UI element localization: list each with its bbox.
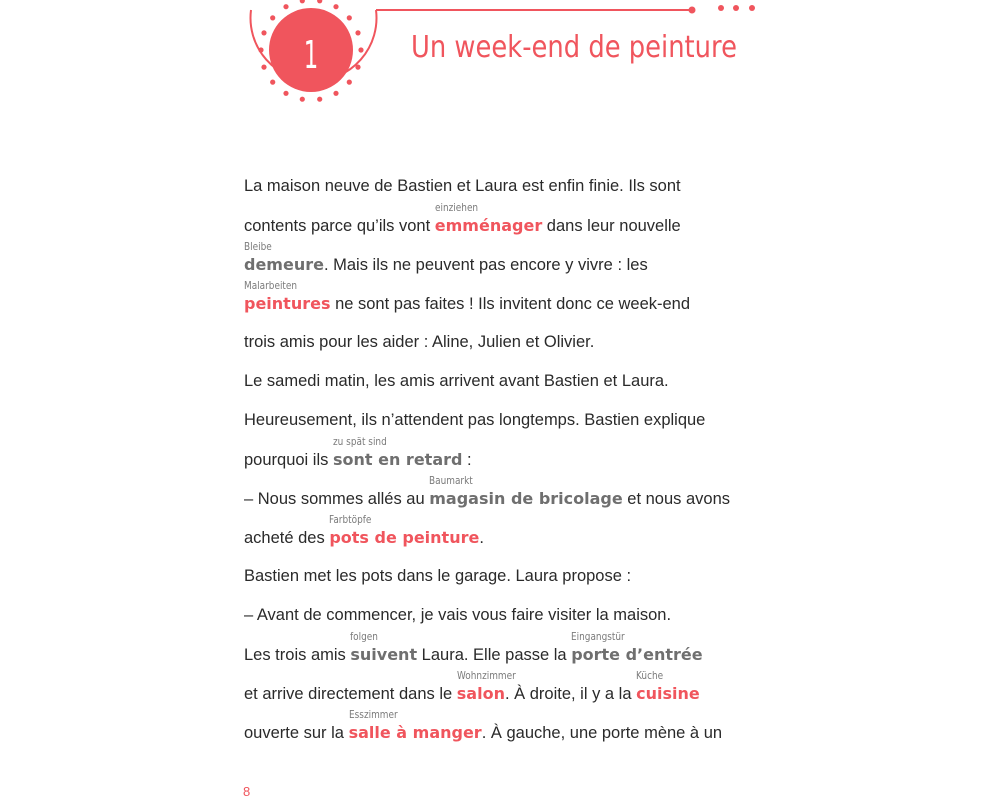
text-line (244, 411, 705, 430)
badge-dot (358, 47, 363, 52)
badge-dot (333, 91, 338, 96)
chapter-badge (0, 0, 1000, 130)
vocab-word (429, 475, 623, 508)
vocab-gloss: folgen (350, 631, 379, 643)
badge-dot (258, 47, 263, 52)
vocab-word (348, 709, 482, 742)
vocab-word (571, 631, 703, 664)
text-line (244, 670, 700, 704)
badge-dot (283, 4, 288, 9)
vocab-word (636, 670, 700, 703)
vocab-word-text: suivent (350, 645, 418, 664)
vocab-word (244, 280, 331, 313)
vocab-word-text: salon (456, 684, 505, 703)
text-line (244, 606, 671, 625)
header-rule-dot (689, 7, 696, 14)
vocab-gloss: Esszimmer (348, 709, 398, 721)
vocab-word (434, 202, 543, 235)
chapter-title: Un week-end de peinture (411, 30, 737, 65)
vocab-word (244, 241, 324, 274)
text-segment: acheté des (244, 529, 330, 547)
text-segment: pourquoi ils (244, 451, 333, 469)
vocab-word-text: peintures (244, 294, 331, 313)
badge-dot (270, 80, 275, 85)
vocab-gloss: zu spät sind (332, 436, 387, 448)
badge-dot (347, 15, 352, 20)
badge-dot (261, 30, 266, 35)
badge-dot (347, 80, 352, 85)
vocab-gloss: einziehen (434, 202, 478, 214)
badge-dot (270, 15, 275, 20)
vocab-word (456, 670, 516, 703)
badge-dot (283, 91, 288, 96)
badge-dot (300, 0, 305, 3)
vocab-word-text: salle à manger (348, 723, 482, 742)
text-line (244, 372, 669, 391)
text-line (244, 514, 484, 548)
text-segment: contents parce qu’ils vont (244, 217, 435, 235)
page-number: 8 (243, 784, 251, 799)
vocab-word-text: demeure (244, 255, 324, 274)
vocab-word (332, 436, 463, 469)
text-segment: : (462, 451, 472, 469)
vocab-gloss: Wohnzimmer (456, 670, 516, 682)
text-segment: – Avant de commencer, je vais vous faire visiter la maison. (244, 606, 672, 624)
text-segment: Le samedi matin, les amis arrivent avant Bastien et Laura. (244, 372, 669, 390)
text-segment: ne sont pas faites ! Ils invitent donc ce week-end (330, 295, 691, 313)
vocab-gloss: Baumarkt (429, 475, 474, 487)
chapter-number: 1 (303, 33, 319, 77)
badge-dot (261, 65, 266, 70)
text-segment: Heureusement, ils n’attendent pas longtemps. Bastien explique (244, 411, 706, 429)
header-rule-dot (733, 5, 739, 11)
vocab-word-text: porte d’entrée (571, 645, 703, 664)
badge-dot (355, 30, 360, 35)
text-line (244, 280, 691, 314)
text-line (244, 202, 681, 236)
text-line (244, 709, 723, 743)
vocab-gloss: Farbtöpfe (329, 514, 372, 526)
text-line (244, 241, 648, 275)
text-segment: Bastien met les pots dans le garage. Laura propose : (244, 567, 632, 585)
header-rule-dot (718, 5, 724, 11)
text-segment: . À gauche, une porte mène à un (481, 724, 723, 742)
text-line (244, 567, 631, 586)
text-segment: . (479, 529, 484, 547)
text-segment: et nous avons (622, 490, 731, 508)
vocab-word-text: sont en retard (332, 450, 463, 469)
vocab-word-text: magasin de bricolage (429, 489, 623, 508)
text-line (244, 631, 703, 665)
text-segment: Les trois amis (244, 646, 351, 664)
text-line (244, 475, 731, 509)
text-segment: – Nous sommes allés au (244, 490, 430, 508)
text-line (244, 177, 681, 196)
vocab-word-text: cuisine (636, 684, 700, 703)
text-segment: . Mais ils ne peuvent pas encore y vivre : les (323, 256, 648, 274)
vocab-word-text: emménager (434, 216, 543, 235)
text-segment: et arrive directement dans le (244, 685, 457, 703)
badge-dot (317, 97, 322, 102)
text-segment: La maison neuve de Bastien et Laura est enfin finie. Ils sont (244, 177, 681, 195)
vocab-word (329, 514, 480, 547)
badge-dot (355, 65, 360, 70)
vocab-gloss: Bleibe (244, 241, 272, 253)
text-segment: Laura. Elle passe la (417, 646, 572, 664)
text-segment: dans leur nouvelle (542, 217, 681, 235)
badge-dot (317, 0, 322, 3)
text-line (244, 436, 472, 470)
badge-dot (333, 4, 338, 9)
vocab-word-text: pots de peinture (329, 528, 480, 547)
header-rule-dot (749, 5, 755, 11)
vocab-gloss: Eingangstür (571, 631, 625, 643)
vocab-gloss: Malarbeiten (244, 280, 298, 292)
text-segment: . À droite, il y a la (504, 685, 637, 703)
text-line (244, 333, 594, 352)
badge-dot (300, 97, 305, 102)
text-segment: ouverte sur la (244, 724, 349, 742)
vocab-gloss: Küche (636, 670, 664, 682)
text-segment: trois amis pour les aider : Aline, Julien et Olivier. (244, 333, 595, 351)
vocab-word (350, 631, 418, 664)
